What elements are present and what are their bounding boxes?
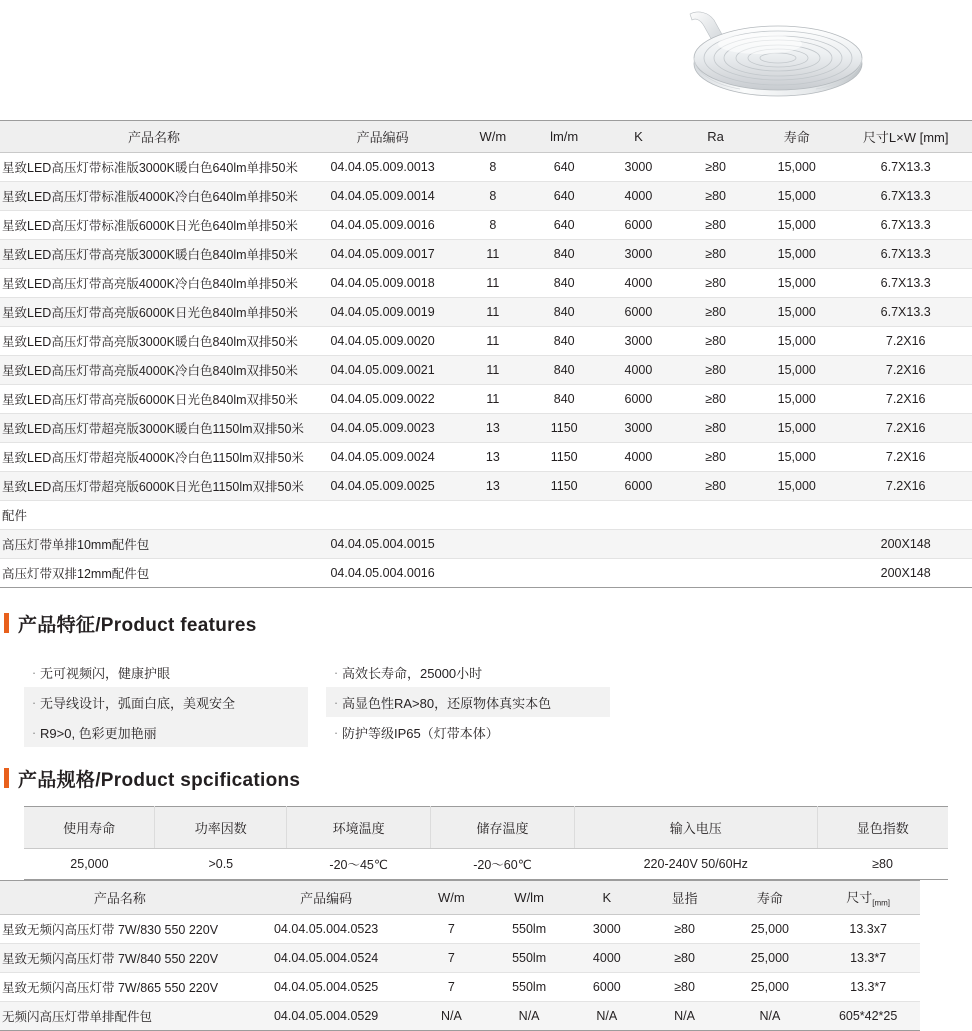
bullet-icon: · xyxy=(31,694,37,710)
accessory-row xyxy=(0,530,972,559)
bottom-header-row xyxy=(0,881,920,915)
table-row xyxy=(0,414,972,443)
cell-ra xyxy=(677,530,754,559)
cell-code: 04.04.05.004.0525 xyxy=(240,972,413,1001)
cell-code: 04.04.05.009.0025 xyxy=(308,472,457,501)
table-row xyxy=(0,240,972,269)
cell-lmm: 840 xyxy=(529,240,600,269)
feature-item xyxy=(24,657,308,687)
cell-name: 星致LED高压灯带超亮版6000K日光色1150lm双排50米 xyxy=(0,472,308,501)
spec-value-row xyxy=(24,849,948,880)
spec-value-3: -20～45℃ xyxy=(287,849,431,880)
cell-size: 6.7X13.3 xyxy=(839,211,972,240)
th-lumen-per-meter: lm/m xyxy=(529,121,600,153)
cell-code: 04.04.05.009.0017 xyxy=(308,240,457,269)
cell-life: 15,000 xyxy=(754,414,839,443)
cell-life: 15,000 xyxy=(754,269,839,298)
cell-size: 7.2X16 xyxy=(839,443,972,472)
feature-column-1 xyxy=(24,657,308,743)
cell-ra: ≥80 xyxy=(677,153,754,182)
led-strip-coil-image xyxy=(650,8,890,112)
cell-ra: ≥80 xyxy=(677,182,754,211)
cell-lmm: 640 xyxy=(529,153,600,182)
cell-size: 200X148 xyxy=(839,559,972,588)
bullet-icon: · xyxy=(333,724,339,740)
cell-wm: 13 xyxy=(457,443,528,472)
cell-k: 4000 xyxy=(600,182,677,211)
cell-name: 星致LED高压灯带高亮版3000K暖白色840lm双排50米 xyxy=(0,327,308,356)
cell-lmm: 840 xyxy=(529,298,600,327)
table-row xyxy=(0,972,920,1001)
cell-lmm: 640 xyxy=(529,211,600,240)
feature-item xyxy=(24,687,308,717)
cell-size: 13.3x7 xyxy=(816,914,920,943)
cell-k: 6000 xyxy=(600,385,677,414)
cell-name: 星致LED高压灯带超亮版3000K暖白色1150lm双排50米 xyxy=(0,414,308,443)
bottom-header-4: W/lm xyxy=(490,881,568,915)
cell-wm: 11 xyxy=(457,385,528,414)
cell-name: 高压灯带单排10mm配件包 xyxy=(0,530,308,559)
cell-ra: ≥80 xyxy=(677,356,754,385)
cell-wm: 7 xyxy=(413,972,491,1001)
cell-name: 星致LED高压灯带高亮版6000K日光色840lm双排50米 xyxy=(0,385,308,414)
cell-wlm: 550lm xyxy=(490,972,568,1001)
table-row xyxy=(0,443,972,472)
cell-k: 4000 xyxy=(600,443,677,472)
cell-size: 605*42*25 xyxy=(816,1001,920,1030)
cell-size: 7.2X16 xyxy=(839,414,972,443)
cell-life: 15,000 xyxy=(754,211,839,240)
cell-life: N/A xyxy=(723,1001,816,1030)
th-product-code: 产品编码 xyxy=(308,121,457,153)
cell-life: 15,000 xyxy=(754,356,839,385)
cell-lmm: 840 xyxy=(529,327,600,356)
accent-bar xyxy=(4,613,9,633)
accessory-row xyxy=(0,559,972,588)
size-unit: [mm] xyxy=(872,898,891,908)
cell-k: 3000 xyxy=(600,414,677,443)
cell-life xyxy=(754,530,839,559)
table-row xyxy=(0,269,972,298)
specs-title-cn: 产品规格 xyxy=(18,770,96,791)
th-ra: Ra xyxy=(677,121,754,153)
cell-code: 04.04.05.009.0014 xyxy=(308,182,457,211)
bullet-icon: · xyxy=(333,664,339,680)
specifications-section-heading xyxy=(0,765,972,792)
th-lifetime: 寿命 xyxy=(754,121,839,153)
th-watt-per-meter: W/m xyxy=(457,121,528,153)
cell-name: 星致LED高压灯带高亮版6000K日光色840lm单排50米 xyxy=(0,298,308,327)
feature-text: 高显色性RA>80，还原物体真实本色 xyxy=(342,695,552,711)
cell-size: 7.2X16 xyxy=(839,356,972,385)
cell-k: 6000 xyxy=(600,211,677,240)
table-row xyxy=(0,1001,920,1030)
cell-life: 15,000 xyxy=(754,182,839,211)
cell-code: 04.04.05.004.0529 xyxy=(240,1001,413,1030)
spec-value-4: -20～60℃ xyxy=(431,849,575,880)
cell-size: 7.2X16 xyxy=(839,472,972,501)
cell-wm: 8 xyxy=(457,211,528,240)
cell-code: 04.04.05.004.0015 xyxy=(308,530,457,559)
features-title-en: /Product features xyxy=(95,615,257,636)
cell-name: 星致无频闪高压灯带 7W/830 550 220V xyxy=(0,914,240,943)
cell-lmm: 840 xyxy=(529,385,600,414)
cell-k: 6000 xyxy=(568,972,646,1001)
cell-life: 15,000 xyxy=(754,472,839,501)
cell-size: 6.7X13.3 xyxy=(839,153,972,182)
cell-life: 15,000 xyxy=(754,298,839,327)
cell-ra: ≥80 xyxy=(677,327,754,356)
cell-life: 25,000 xyxy=(723,972,816,1001)
th-product-name: 产品名称 xyxy=(0,121,308,153)
cell-ra: ≥80 xyxy=(677,211,754,240)
bullet-icon: · xyxy=(333,694,339,710)
cell-name: 星致无频闪高压灯带 7W/840 550 220V xyxy=(0,943,240,972)
cell-cri: ≥80 xyxy=(646,972,724,1001)
cell-empty xyxy=(308,501,457,530)
cell-code: 04.04.05.009.0023 xyxy=(308,414,457,443)
cell-code: 04.04.05.004.0523 xyxy=(240,914,413,943)
cell-code: 04.04.05.009.0018 xyxy=(308,269,457,298)
cell-name: 星致LED高压灯带高亮版4000K冷白色840lm单排50米 xyxy=(0,269,308,298)
table-header-row xyxy=(0,121,972,153)
features-section-heading xyxy=(0,610,972,637)
bottom-header-5: K xyxy=(568,881,646,915)
cell-lmm: 840 xyxy=(529,356,600,385)
cell-name: 星致LED高压灯带高亮版3000K暖白色840lm单排50米 xyxy=(0,240,308,269)
cell-ra: ≥80 xyxy=(677,385,754,414)
cell-wm: 11 xyxy=(457,298,528,327)
cell-life xyxy=(754,559,839,588)
cell-life: 15,000 xyxy=(754,385,839,414)
product-image-area xyxy=(0,0,972,120)
cell-life: 25,000 xyxy=(723,914,816,943)
bottom-header-7: 寿命 xyxy=(723,881,816,915)
table-row xyxy=(0,298,972,327)
feature-text: 无导线设计，弧面白底，美观安全 xyxy=(40,695,236,711)
cell-name: 高压灯带双排12mm配件包 xyxy=(0,559,308,588)
cell-lmm: 1150 xyxy=(529,443,600,472)
feature-item xyxy=(326,657,610,687)
feature-item xyxy=(326,717,610,747)
cell-lmm xyxy=(529,530,600,559)
cell-wm: 11 xyxy=(457,240,528,269)
spec-header-5: 输入电压 xyxy=(574,807,817,849)
cell-k xyxy=(600,530,677,559)
cell-life: 25,000 xyxy=(723,943,816,972)
feature-item xyxy=(24,717,308,747)
cell-life: 15,000 xyxy=(754,153,839,182)
cell-name: 星致LED高压灯带标准版4000K冷白色640lm单排50米 xyxy=(0,182,308,211)
cell-code: 04.04.05.004.0524 xyxy=(240,943,413,972)
bottom-header-3: W/m xyxy=(413,881,491,915)
cell-empty xyxy=(457,501,528,530)
cell-empty xyxy=(839,501,972,530)
features-title-cn: 产品特征 xyxy=(18,615,96,636)
spec-header-row xyxy=(24,807,948,849)
cell-wm: 11 xyxy=(457,269,528,298)
specifications-table-wrap xyxy=(0,798,972,880)
bullet-icon: · xyxy=(31,724,37,740)
bottom-header-2: 产品编码 xyxy=(240,881,413,915)
spec-value-2: >0.5 xyxy=(155,849,287,880)
cell-size: 6.7X13.3 xyxy=(839,240,972,269)
cell-code: 04.04.05.004.0016 xyxy=(308,559,457,588)
cell-empty xyxy=(677,501,754,530)
cell-size: 6.7X13.3 xyxy=(839,298,972,327)
table-row xyxy=(0,472,972,501)
th-size: 尺寸L×W [mm] xyxy=(839,121,972,153)
cell-size: 7.2X16 xyxy=(839,385,972,414)
specs-title-en: /Product spcifications xyxy=(95,770,301,791)
cell-wm: 11 xyxy=(457,327,528,356)
accessories-section-row xyxy=(0,501,972,530)
cell-k: N/A xyxy=(568,1001,646,1030)
cell-code: 04.04.05.009.0019 xyxy=(308,298,457,327)
feature-item xyxy=(326,687,610,717)
cell-life: 15,000 xyxy=(754,327,839,356)
cell-empty xyxy=(529,501,600,530)
feature-text: 无可视频闪，健康护眼 xyxy=(40,665,171,681)
cell-ra: ≥80 xyxy=(677,414,754,443)
cell-k: 3000 xyxy=(600,153,677,182)
bottom-header-1: 产品名称 xyxy=(0,881,240,915)
feature-text: 防护等级IP65（灯带本体） xyxy=(342,725,499,741)
cell-ra: ≥80 xyxy=(677,269,754,298)
cell-lmm: 840 xyxy=(529,269,600,298)
spec-value-1: 25,000 xyxy=(24,849,155,880)
cell-k: 3000 xyxy=(600,327,677,356)
cell-code: 04.04.05.009.0022 xyxy=(308,385,457,414)
cell-code: 04.04.05.009.0013 xyxy=(308,153,457,182)
table-row xyxy=(0,385,972,414)
bottom-header-8: 尺寸$_{[mm]}$ xyxy=(816,881,920,915)
cell-code: 04.04.05.009.0016 xyxy=(308,211,457,240)
cell-k xyxy=(600,559,677,588)
feature-text: 高效长寿命，25000小时 xyxy=(342,665,483,681)
cell-size: 7.2X16 xyxy=(839,327,972,356)
cell-code: 04.04.05.009.0020 xyxy=(308,327,457,356)
cell-k: 4000 xyxy=(600,269,677,298)
bullet-icon: · xyxy=(31,664,37,680)
cell-wlm: 550lm xyxy=(490,943,568,972)
spec-header-6: 显色指数 xyxy=(817,807,948,849)
cell-size: 200X148 xyxy=(839,530,972,559)
cell-code: 04.04.05.009.0024 xyxy=(308,443,457,472)
cell-cri: ≥80 xyxy=(646,943,724,972)
feature-column-2 xyxy=(326,657,610,743)
cell-k: 3000 xyxy=(600,240,677,269)
feature-text: R9>0, 色彩更加艳丽 xyxy=(40,725,157,741)
cell-empty xyxy=(600,501,677,530)
spec-value-5: 220-240V 50/60Hz xyxy=(574,849,817,880)
cell-wlm: 550lm xyxy=(490,914,568,943)
cell-lmm: 1150 xyxy=(529,472,600,501)
table-row xyxy=(0,943,920,972)
cell-ra: ≥80 xyxy=(677,240,754,269)
cell-k: 4000 xyxy=(568,943,646,972)
cell-name: 无频闪高压灯带单排配件包 xyxy=(0,1001,240,1030)
cell-wm: 11 xyxy=(457,356,528,385)
table-row xyxy=(0,356,972,385)
table-row xyxy=(0,327,972,356)
cell-size: 6.7X13.3 xyxy=(839,269,972,298)
table-row xyxy=(0,914,920,943)
cell-lmm: 1150 xyxy=(529,414,600,443)
cell-name: 星致LED高压灯带标准版3000K暖白色640lm单排50米 xyxy=(0,153,308,182)
spec-header-3: 环境温度 xyxy=(287,807,431,849)
cell-lmm xyxy=(529,559,600,588)
table-row xyxy=(0,182,972,211)
cell-wm xyxy=(457,530,528,559)
cell-ra: ≥80 xyxy=(677,298,754,327)
cell-size: 6.7X13.3 xyxy=(839,182,972,211)
cell-empty xyxy=(754,501,839,530)
cell-wm: 13 xyxy=(457,414,528,443)
cell-name: 星致LED高压灯带超亮版4000K冷白色1150lm双排50米 xyxy=(0,443,308,472)
bottom-header-6: 显指 xyxy=(646,881,724,915)
table-row xyxy=(0,211,972,240)
table-row xyxy=(0,153,972,182)
cell-cri: N/A xyxy=(646,1001,724,1030)
flicker-free-product-table xyxy=(0,880,920,1031)
cell-name: 星致无频闪高压灯带 7W/865 550 220V xyxy=(0,972,240,1001)
cell-k: 6000 xyxy=(600,298,677,327)
cell-wm: 7 xyxy=(413,914,491,943)
spec-header-4: 储存温度 xyxy=(431,807,575,849)
cell-wm xyxy=(457,559,528,588)
cell-size: 13.3*7 xyxy=(816,972,920,1001)
cell-ra: ≥80 xyxy=(677,472,754,501)
spec-header-1: 使用寿命 xyxy=(24,807,155,849)
cell-lmm: 640 xyxy=(529,182,600,211)
cell-wm: 7 xyxy=(413,943,491,972)
cell-k: 6000 xyxy=(600,472,677,501)
cell-wm: N/A xyxy=(413,1001,491,1030)
spec-header-2: 功率因数 xyxy=(155,807,287,849)
cell-wm: 8 xyxy=(457,182,528,211)
product-features-list xyxy=(0,643,972,743)
cell-k: 3000 xyxy=(568,914,646,943)
cell-size: 13.3*7 xyxy=(816,943,920,972)
cell-ra xyxy=(677,559,754,588)
cell-life: 15,000 xyxy=(754,240,839,269)
cell-name: 星致LED高压灯带标准版6000K日光色640lm单排50米 xyxy=(0,211,308,240)
product-specification-table xyxy=(0,120,972,588)
cell-cri: ≥80 xyxy=(646,914,724,943)
cell-ra: ≥80 xyxy=(677,443,754,472)
cell-wm: 13 xyxy=(457,472,528,501)
th-kelvin: K xyxy=(600,121,677,153)
cell-wlm: N/A xyxy=(490,1001,568,1030)
cell-wm: 8 xyxy=(457,153,528,182)
specifications-table xyxy=(24,806,948,880)
cell-name: 星致LED高压灯带高亮版4000K冷白色840lm双排50米 xyxy=(0,356,308,385)
flicker-free-table-wrap xyxy=(0,880,972,1031)
accent-bar xyxy=(4,768,9,788)
cell-k: 4000 xyxy=(600,356,677,385)
cell-life: 15,000 xyxy=(754,443,839,472)
cell-code: 04.04.05.009.0021 xyxy=(308,356,457,385)
spec-value-6: ≥80 xyxy=(817,849,948,880)
accessories-label: 配件 xyxy=(0,501,308,530)
